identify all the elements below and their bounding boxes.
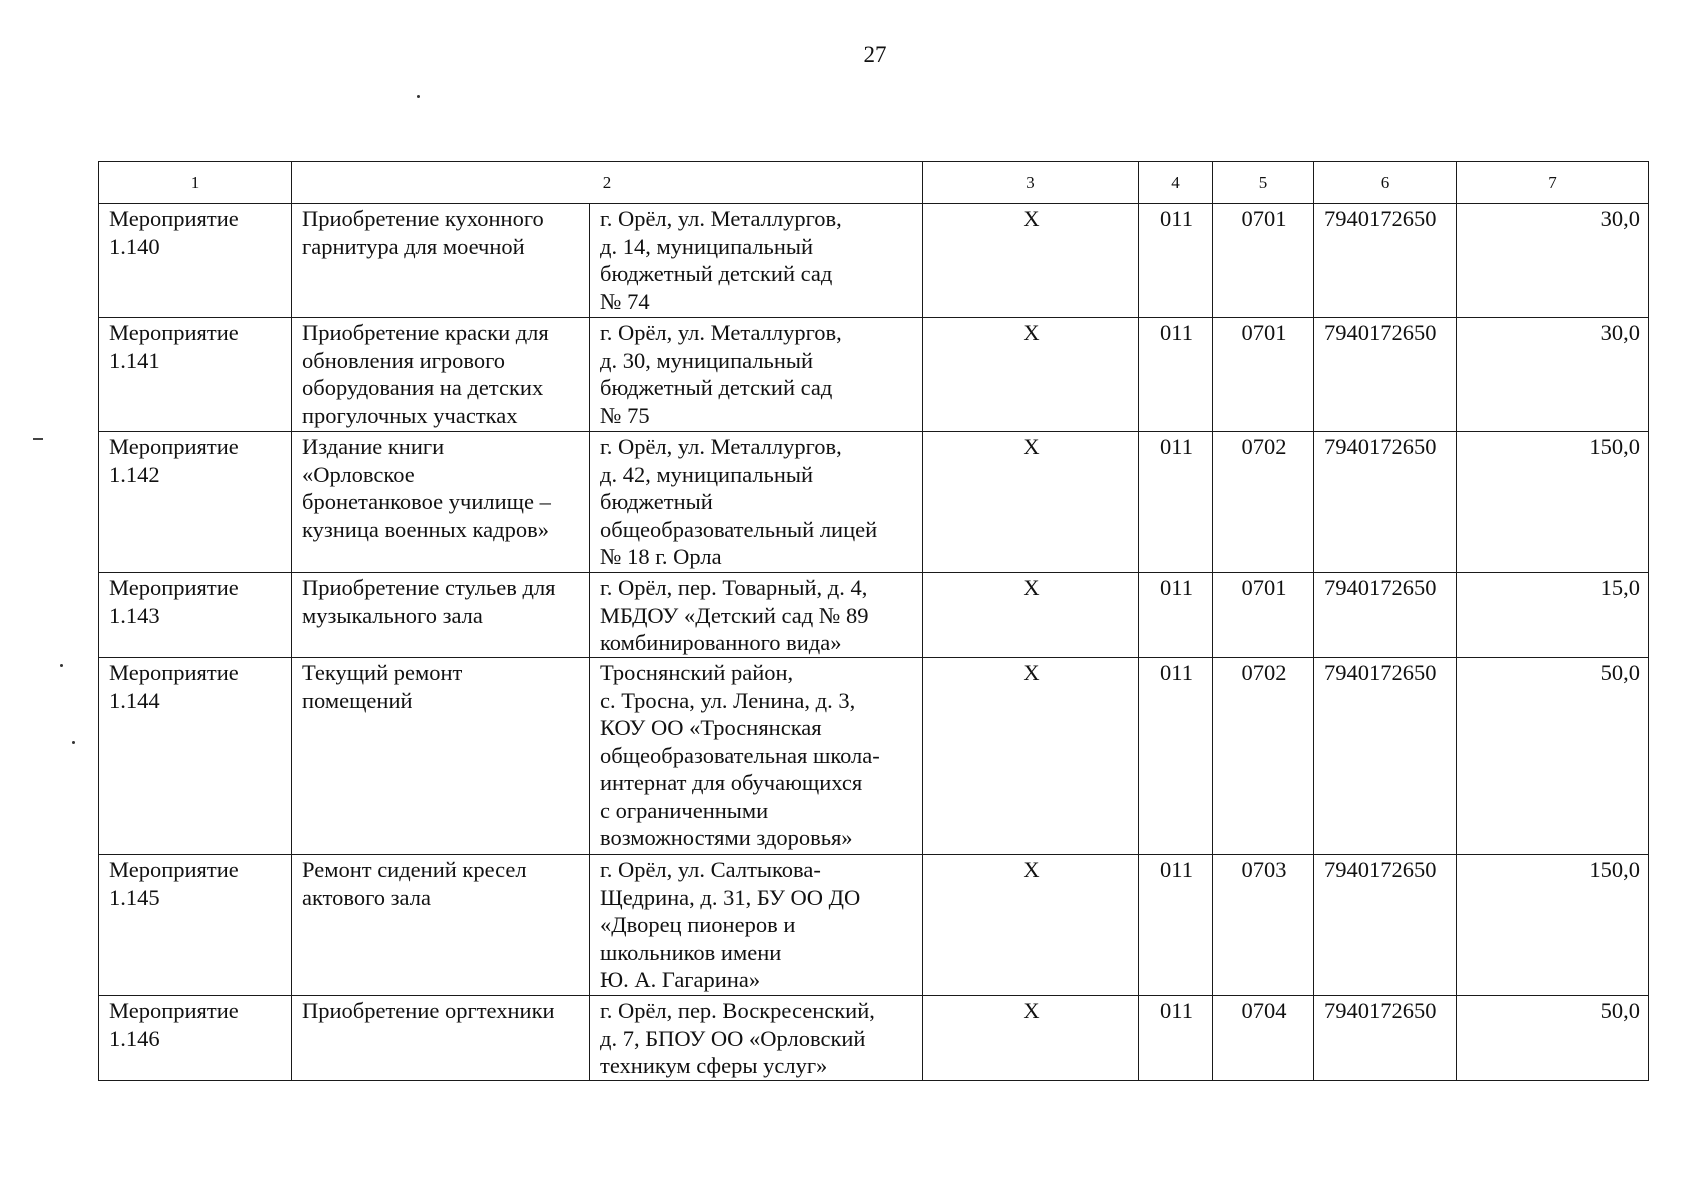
header-cell-2: 2 [292,162,923,204]
col3-cell: Х [923,204,1139,318]
address-cell-line: Троснянский район, [600,660,794,685]
header-cell-3: 3 [923,162,1139,204]
event-id-cell-line: 1.141 [109,347,160,373]
event-name-cell-line: помещений [302,687,413,713]
table-row [99,855,1649,996]
address-cell-line: д. 42, муниципальный [600,461,814,487]
event-name-cell-line: Ремонт сидений кресел [302,857,527,882]
col6-cell: 7940172650 [1314,855,1457,996]
event-id-cell-line: 1.145 [109,884,160,910]
scan-mark [33,438,43,440]
address-cell-line: № 75 [600,402,650,428]
col4-cell: 011 [1139,855,1213,996]
event-name-cell-line: гарнитура для моечной [302,233,525,259]
event-name-cell-line: кузница военных кадров» [302,516,549,542]
address-cell-line: общеобразовательный лицей [600,516,878,542]
event-name-cell [292,996,590,1081]
address-cell-line: с ограниченными [600,797,769,823]
address-cell [590,855,923,996]
event-name-cell-line: актового зала [302,884,431,910]
address-cell-line: г. Орёл, пер. Товарный, д. 4, [600,575,868,600]
address-cell-line: г. Орёл, ул. Металлургов, [600,206,842,231]
event-name-cell [292,658,590,855]
event-name-cell-line: «Орловское [302,461,415,487]
col4-cell: 011 [1139,996,1213,1081]
col3-cell: Х [923,855,1139,996]
header-cell-1: 1 [99,162,292,204]
header-cell-6: 6 [1314,162,1457,204]
event-name-cell-line: прогулочных участках [302,402,518,428]
event-name-cell-line: обновления игрового [302,347,505,373]
header-cell-5: 5 [1213,162,1314,204]
event-id-cell-line: Мероприятие [109,434,239,459]
event-id-cell-line: 1.144 [109,687,160,713]
address-cell-line: бюджетный [600,489,713,514]
col6-cell: 7940172650 [1314,573,1457,658]
table-row [99,204,1649,318]
address-cell-line: д. 7, БПОУ ОО «Орловский [600,1025,866,1051]
event-name-cell-line: Текущий ремонт [302,660,463,685]
address-cell-line: бюджетный детский сад [600,375,833,400]
event-id-cell [99,658,292,855]
address-cell-line: Ю. А. Гагарина» [600,967,761,992]
col5-cell: 0701 [1213,318,1314,432]
event-name-cell-line: Приобретение кухонного [302,206,544,231]
address-cell-line: № 18 г. Орла [600,544,722,569]
table-row [99,658,1649,855]
event-id-cell [99,573,292,658]
col4-cell: 011 [1139,432,1213,573]
address-cell-line: КОУ ОО «Троснянская [600,715,822,740]
scan-speck [417,95,420,98]
event-name-cell-line: Издание книги [302,434,445,459]
table-row [99,573,1649,658]
col3-cell: Х [923,432,1139,573]
col5-cell: 0703 [1213,855,1314,996]
event-id-cell-line: Мероприятие [109,660,239,685]
table-row [99,318,1649,432]
address-cell-line: школьников имени [600,939,782,965]
amount-cell: 150,0 [1457,855,1649,996]
event-name-cell [292,855,590,996]
event-name-cell-line: Приобретение стульев для [302,575,556,600]
col5-cell: 0702 [1213,658,1314,855]
header-cell-4: 4 [1139,162,1213,204]
address-cell-line: г. Орёл, ул. Металлургов, [600,320,842,345]
address-cell-line: «Дворец пионеров и [600,912,796,937]
address-cell-line: г. Орёл, ул. Салтыкова- [600,857,821,882]
amount-cell: 50,0 [1457,996,1649,1081]
address-cell-line: общеобразовательная школа- [600,742,880,768]
page-number: 27 [863,42,887,67]
event-name-cell-line: музыкального зала [302,602,483,628]
address-cell-line: интернат для обучающихся [600,770,863,795]
address-cell [590,432,923,573]
address-cell [590,318,923,432]
scan-speck [72,741,75,744]
event-id-cell-line: Мероприятие [109,998,239,1023]
address-cell [590,573,923,658]
scan-speck [60,664,63,667]
col5-cell: 0701 [1213,573,1314,658]
col6-cell: 7940172650 [1314,204,1457,318]
event-name-cell [292,204,590,318]
address-cell-line: д. 30, муниципальный [600,347,814,373]
address-cell-line: возможностями здоровья» [600,825,853,850]
col4-cell: 011 [1139,204,1213,318]
event-id-cell-line: 1.146 [109,1025,160,1051]
address-cell-line: г. Орёл, пер. Воскресенский, [600,998,875,1023]
event-id-cell [99,432,292,573]
col4-cell: 011 [1139,573,1213,658]
address-cell [590,658,923,855]
event-name-cell-line: Приобретение оргтехники [302,998,555,1023]
event-id-cell-line: 1.140 [109,233,160,259]
event-id-cell-line: Мероприятие [109,206,239,231]
event-name-cell [292,432,590,573]
amount-cell: 150,0 [1457,432,1649,573]
event-name-cell-line: оборудования на детских [302,375,544,400]
address-cell-line: г. Орёл, ул. Металлургов, [600,434,842,459]
col3-cell: Х [923,996,1139,1081]
event-id-cell [99,855,292,996]
col5-cell: 0701 [1213,204,1314,318]
table-row [99,996,1649,1081]
address-cell-line: с. Тросна, ул. Ленина, д. 3, [600,687,856,713]
address-cell-line: МБДОУ «Детский сад № 89 [600,602,869,628]
header-cell-7: 7 [1457,162,1649,204]
event-id-cell [99,318,292,432]
col3-cell: Х [923,318,1139,432]
amount-cell: 50,0 [1457,658,1649,855]
event-id-cell-line: 1.143 [109,602,160,628]
col3-cell: Х [923,573,1139,658]
address-cell-line: бюджетный детский сад [600,261,833,286]
address-cell-line: комбинированного вида» [600,630,842,655]
event-name-cell-line: бронетанковое училище – [302,489,551,514]
table-row [99,432,1649,573]
col6-cell: 7940172650 [1314,432,1457,573]
event-id-cell-line: 1.142 [109,461,160,487]
col6-cell: 7940172650 [1314,318,1457,432]
address-cell [590,996,923,1081]
address-cell-line: № 74 [600,288,650,314]
event-id-cell [99,204,292,318]
event-id-cell-line: Мероприятие [109,857,239,882]
amount-cell: 15,0 [1457,573,1649,658]
event-name-cell [292,318,590,432]
amount-cell: 30,0 [1457,318,1649,432]
event-id-cell-line: Мероприятие [109,320,239,345]
event-id-cell-line: Мероприятие [109,575,239,600]
events-table [98,161,1649,1081]
event-id-cell [99,996,292,1081]
col3-cell: Х [923,658,1139,855]
address-cell-line: д. 14, муниципальный [600,233,814,259]
col6-cell: 7940172650 [1314,658,1457,855]
col5-cell: 0704 [1213,996,1314,1081]
col6-cell: 7940172650 [1314,996,1457,1081]
header-row [99,162,1649,204]
address-cell-line: Щедрина, д. 31, БУ ОО ДО [600,884,861,910]
event-name-cell [292,573,590,658]
address-cell [590,204,923,318]
address-cell-line: техникум сферы услуг» [600,1053,828,1078]
col4-cell: 011 [1139,318,1213,432]
amount-cell: 30,0 [1457,204,1649,318]
event-name-cell-line: Приобретение краски для [302,320,549,345]
col5-cell: 0702 [1213,432,1314,573]
col4-cell: 011 [1139,658,1213,855]
